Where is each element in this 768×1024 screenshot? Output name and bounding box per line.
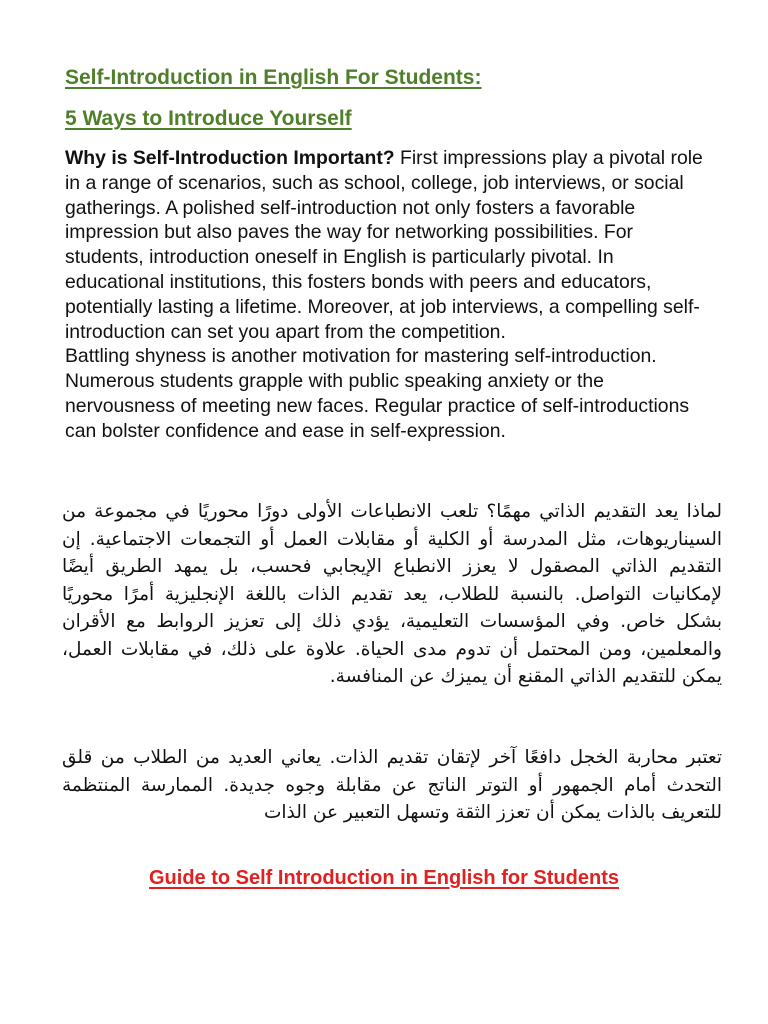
arabic-paragraph-2: تعتبر محاربة الخجل دافعًا آخر لإتقان تقديم الذات. يعاني العديد من الطلاب من قلق التحدث أمام الجمهور أو التوتر الناتج عن مقابلة وجوه جديدة. الممارسة المنتظمة للتعريف بالذات يمكن أن تعزز الثقة وتسهل التعبير عن الذات (62, 747, 722, 823)
paragraph-1-body: First impressions play a pivotal role in a range of scenarios, such as school, college, job interviews, or social gatherings. A polished self-introduction not only fosters a favorable impression but also paves the way for networking possibilities. For students, introduction oneself in English is particularly pivotal. In educational institutions, this fosters bonds with peers and educators, potentially lasting a lifetime. Moreover, at job interviews, a compelling self-introduction can set you apart from the competition. (65, 147, 703, 343)
paragraph-lead-question: Why is Self-Introduction Important? (65, 147, 395, 169)
arabic-paragraph-1: لماذا يعد التقديم الذاتي مهمًا؟ تلعب الانطباعات الأولى دورًا محوريًا في مجموعة من السيناريوهات، مثل المدرسة أو الكلية أو مقابلات العمل أو التجمعات الاجتماعية. إن التقديم الذاتي المصقول لا يعزز الانطباع الإيجابي فحسب، بل يمهد الطريق أيضًا لإمكانيات التواصل. بالنسبة للطلاب، يعد تقديم الذات باللغة الإنجليزية أمرًا محوريًا بشكل خاص. وفي المؤسسات التعليمية، يؤدي ذلك إلى تعزيز الروابط مع الأقران والمعلمين، ومن المحتمل أن تدوم مدى الحياة. علاوة على ذلك، في مقابلات العمل، يمكن للتقديم الذاتي المقنع أن يميزك عن المنافسة. (62, 501, 722, 687)
english-paragraph-2: Battling shyness is another motivation for mastering self-introduction. Numerous students grapple with public speaking anxiety or the nervousness of meeting new faces. Regular practice of self-introductions can bolster confidence and ease in self-expression. (65, 345, 690, 442)
english-body (65, 146, 715, 444)
document-subtitle: 5 Ways to Introduce Yourself (65, 107, 352, 130)
guide-link[interactable]: Guide to Self Introduction in English for Students (149, 867, 619, 889)
document-title: Self-Introduction in English For Students: (65, 66, 482, 89)
english-paragraph-1 (65, 146, 715, 344)
